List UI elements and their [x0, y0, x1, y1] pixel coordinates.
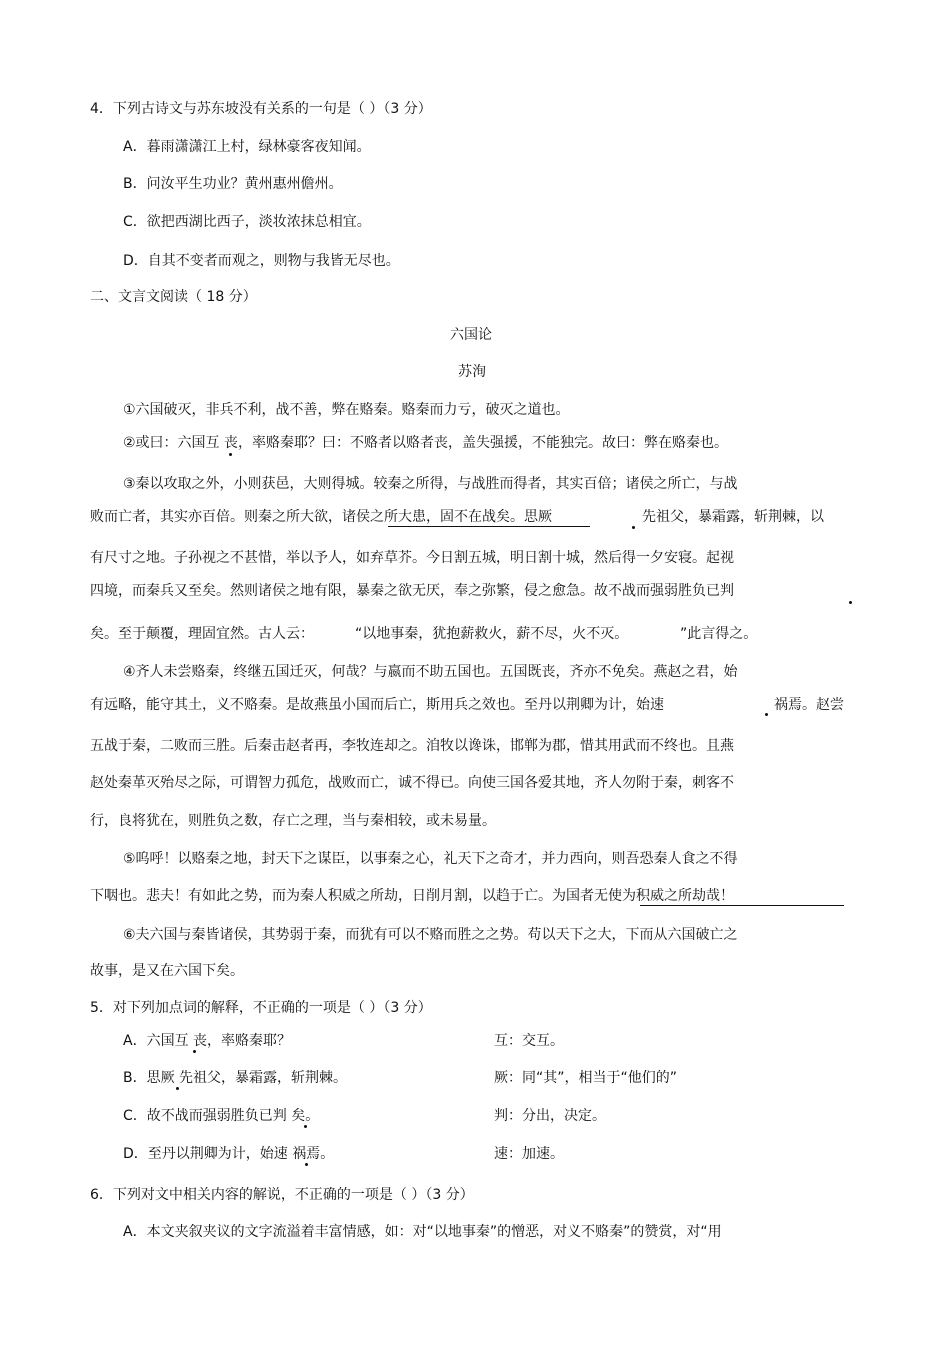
emphasis-dot — [849, 601, 852, 604]
passage-line: 赵处秦革灭殆尽之际，可谓智力孤危，战败而亡，诚不得已。向使三国各爱其地，齐人勿附于秦，刺客不 — [90, 775, 734, 791]
passage-line: 先祖父，暴霜露，斩荆棘，以 — [642, 509, 824, 525]
passage-line: ④齐人未尝赂秦，终继五国迁灭，何哉？与嬴而不助五国也。五国既丧，齐亦不免矣。燕赵之君，始 — [123, 664, 738, 680]
q5-option-a: A．六国互 丧，率赂秦耶？ — [123, 1033, 292, 1049]
underline — [388, 526, 590, 527]
q6-option-a: A．本文夹叙夹议的文字流溢着丰富情感，如：对“以地事秦”的憎恶，对义不赂秦”的赞赏，对“用 — [123, 1224, 722, 1240]
passage-line: 祸焉。赵尝 — [774, 697, 844, 713]
q5-option-a-explanation: 互：交互。 — [494, 1033, 564, 1049]
passage-line: 行，良将犹在，则胜负之数，存亡之理，当与秦相较，或未易量。 — [90, 813, 496, 829]
q4-option-a: A．暮雨潇潇江上村，绿林豪客夜知闻。 — [123, 139, 371, 155]
emphasis-dot — [229, 453, 232, 456]
emphasis-dot — [632, 526, 635, 529]
q5-stem: 5．对下列加点词的解释，不正确的一项是（ ）（3 分） — [90, 1000, 432, 1016]
passage-line: ⑥夫六国与秦皆诸侯，其势弱于秦，而犹有可以不赂而胜之之势。苟以天下之大，下而从六国破亡之 — [123, 927, 738, 943]
emphasis-dot — [305, 1163, 308, 1166]
emphasis-dot — [176, 1087, 179, 1090]
passage-line: ③秦以攻取之外，小则获邑，大则得城。较秦之所得，与战胜而得者，其实百倍；诸侯之所亡，与战 — [123, 476, 738, 492]
q6-stem: 6．下列对文中相关内容的解说，不正确的一项是（ ）（3 分） — [90, 1187, 474, 1203]
q5-option-c: C．故不战而强弱胜负已判 矣。 — [123, 1108, 320, 1124]
section-heading: 二、文言文阅读（ 18 分） — [90, 289, 257, 305]
passage-line: 故事，是又在六国下矣。 — [90, 963, 244, 979]
passage-title: 六国论 — [450, 327, 492, 343]
passage-line: 五战于秦，二败而三胜。后秦击赵者再，李牧连却之。洎牧以谗诛，邯郸为郡，惜其用武而不终也。且燕 — [90, 738, 734, 754]
passage-line: 败而亡者，其实亦百倍。则秦之所大欲，诸侯之所大患，固不在战矣。思厥 — [90, 509, 552, 525]
passage-line: 矣。至于颠覆，理固宜然。古人云： — [90, 626, 314, 642]
emphasis-dot — [304, 1125, 307, 1128]
emphasis-dot — [765, 713, 768, 716]
passage-line: ①六国破灭，非兵不利，战不善，弊在赂秦。赂秦而力亏，破灭之道也。 — [123, 402, 570, 418]
passage-line: 有远略，能守其土，义不赂秦。是故燕虽小国而后亡，斯用兵之效也。至丹以荆卿为计，始速 — [90, 697, 664, 713]
q4-option-c: C．欲把西湖比西子，淡妆浓抹总相宜。 — [123, 214, 371, 230]
q5-option-d-explanation: 速：加速。 — [494, 1146, 564, 1162]
q5-option-d: D．至丹以荆卿为计，始速 祸焉。 — [123, 1146, 335, 1162]
passage-line: 下咽也。悲夫！有如此之势，而为秦人积威之所劫，日削月割，以趋于亡。为国者无使为积威之所劫哉！ — [90, 888, 734, 904]
passage-quote: “以地事秦，犹抱薪救火，薪不尽，火不灭。 — [355, 626, 629, 642]
passage-author: 苏洵 — [458, 364, 486, 380]
underline — [640, 905, 844, 906]
q5-option-b-explanation: 厥：同“其”，相当于“他们的” — [494, 1070, 678, 1086]
passage-line: ②或曰：六国互 丧，率赂秦耶？曰：不赂者以赂者丧，盖失强援，不能独完。故曰：弊在赂秦也。 — [123, 435, 728, 451]
emphasis-dot — [193, 1050, 196, 1053]
passage-line: ⑤呜呼！以赂秦之地，封天下之谋臣，以事秦之心，礼天下之奇才，并力西向，则吾恐秦人食之不得 — [123, 851, 738, 867]
passage-line: ”此言得之。 — [680, 626, 758, 642]
q5-option-c-explanation: 判：分出，决定。 — [494, 1108, 606, 1124]
q5-option-b: B．思厥 先祖父，暴霜露，斩荆棘。 — [123, 1070, 348, 1086]
passage-line: 四境，而秦兵又至矣。然则诸侯之地有限，暴秦之欲无厌，奉之弥繁，侵之愈急。故不战而强弱胜负已判 — [90, 583, 734, 599]
q4-stem: 4．下列古诗文与苏东坡没有关系的一句是（ ）（3 分） — [90, 101, 432, 117]
passage-line: 有尺寸之地。子孙视之不甚惜，举以予人，如弃草芥。今日割五城，明日割十城，然后得一夕安寝。起视 — [90, 550, 734, 566]
q4-option-b: B．问汝平生功业？黄州惠州儋州。 — [123, 176, 343, 192]
q4-option-d: D．自其不变者而观之，则物与我皆无尽也。 — [123, 253, 400, 269]
